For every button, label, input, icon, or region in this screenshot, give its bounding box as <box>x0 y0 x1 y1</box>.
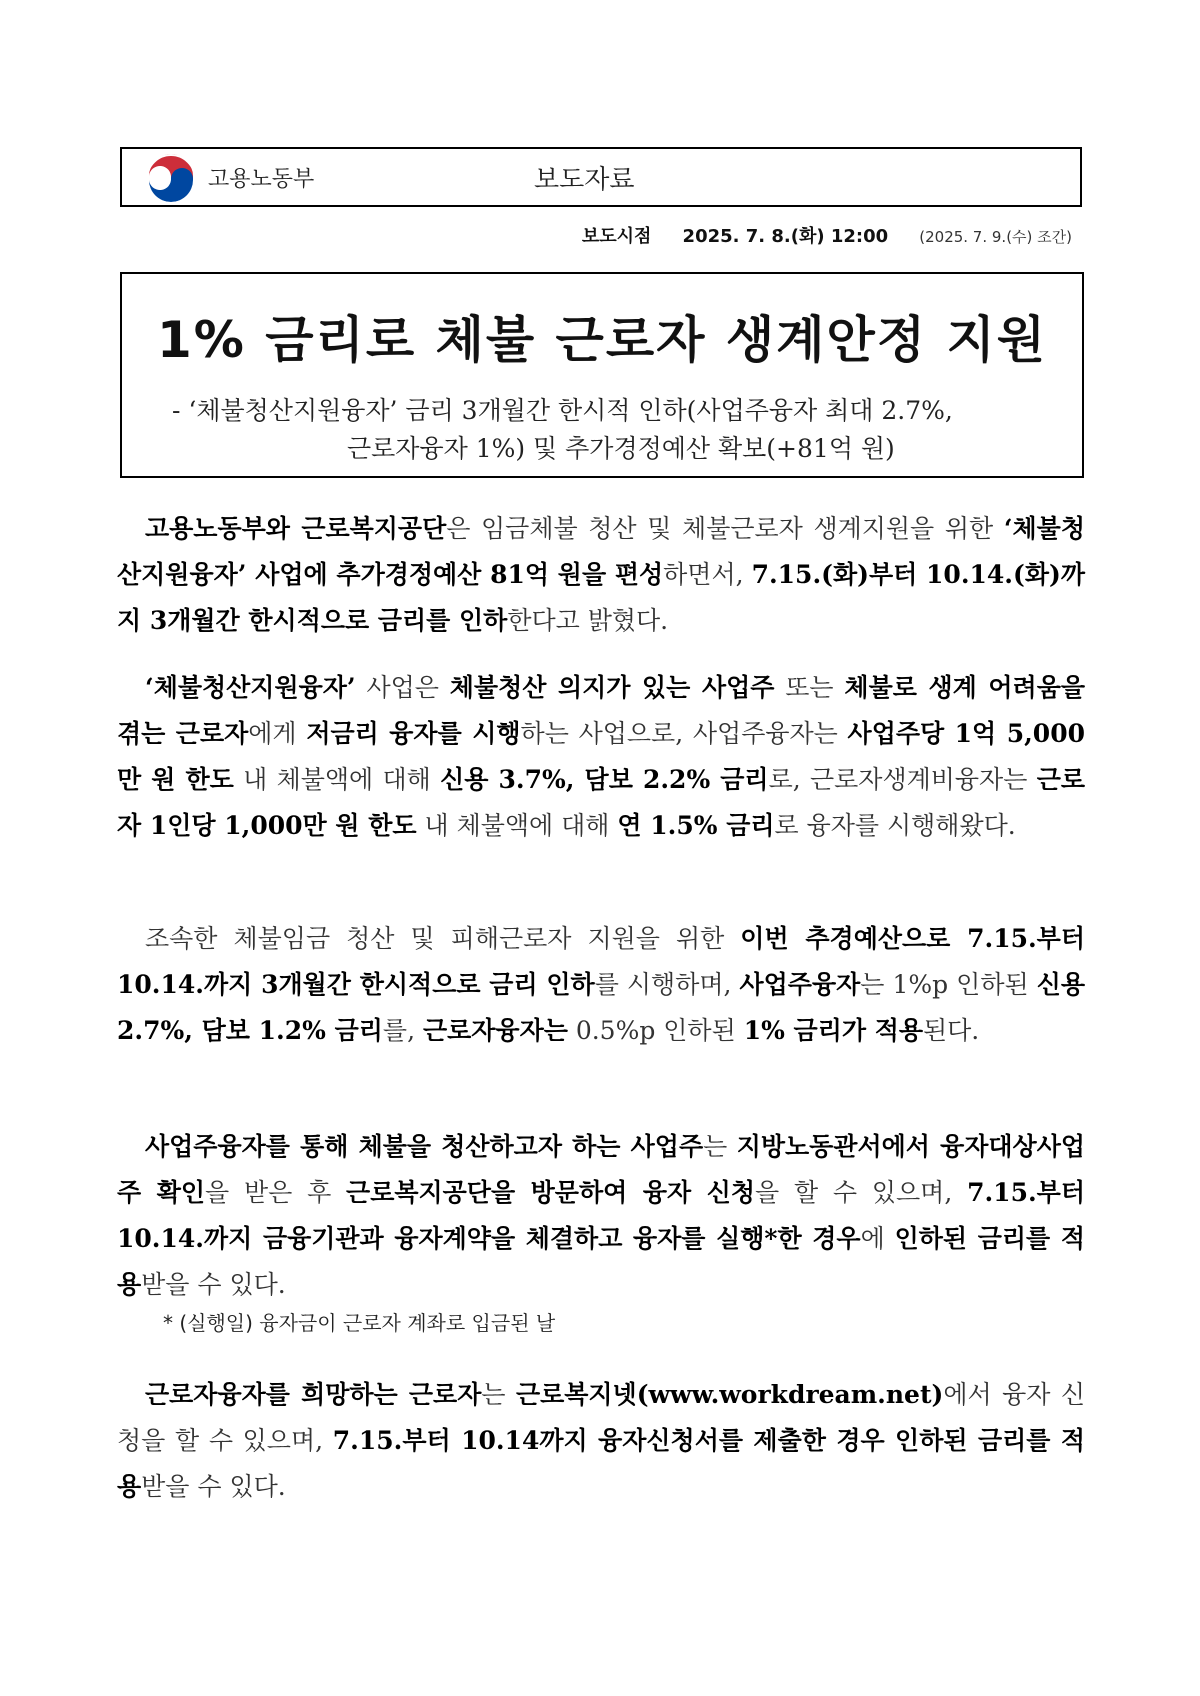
emphasis-text: 7.15.부터 10.14까지 융자신청서를 제출한 경우 인하된 금리를 적용 <box>117 1426 1085 1501</box>
body-text: 에 <box>860 1224 895 1253</box>
emphasis-text: 근로복지넷(www.workdream.net) <box>515 1380 944 1409</box>
emphasis-text: 신용 3.7%, 담보 2.2% 금리 <box>440 765 769 794</box>
body-text: 로, 근로자생계비융자는 <box>768 765 1037 794</box>
masthead-box <box>120 147 1082 207</box>
body-paragraph-3 <box>117 916 1085 1054</box>
emphasis-text: 근로자 1인당 1,000만 원 한도 <box>117 765 1085 840</box>
body-text: 내 체불액에 대해 <box>233 765 441 794</box>
body-text: 조속한 체불임금 청산 및 피해근로자 지원을 위한 <box>145 924 741 953</box>
emphasis-text: 근로복지공단을 방문하여 융자 신청 <box>346 1178 755 1207</box>
release-embargo: (2025. 7. 9.(수) 조간) <box>919 228 1072 246</box>
emphasis-text: 체불로 생계 어려움을 겪는 근로자 <box>117 673 1085 748</box>
body-text: 는 <box>481 1380 516 1409</box>
emphasis-text: 사업주당 1억 5,000만 원 한도 <box>117 719 1085 794</box>
emphasis-text: 연 1.5% 금리 <box>617 811 775 840</box>
body-text: 하면서, <box>663 560 752 589</box>
body-paragraph-2 <box>117 665 1085 849</box>
body-text: 사업은 <box>355 673 450 702</box>
emphasis-text: 저금리 융자를 시행 <box>306 719 521 748</box>
body-text: 된다. <box>923 1016 980 1045</box>
body-text: 을 할 수 있으며, <box>755 1178 968 1207</box>
subtitle-line-2: 근로자융자 1%) 및 추가경정예산 확보(+81억 원) <box>347 434 895 463</box>
subtitle <box>172 392 1052 468</box>
body-text: 로 융자를 시행해왔다. <box>774 811 1016 840</box>
emphasis-text: 7.15.부터 10.14.까지 금융기관과 융자계약을 체결하고 융자를 실행*한 경우 <box>117 1178 1085 1253</box>
body-text: 은 임금체불 청산 및 체불근로자 생계지원을 위한 <box>446 514 1004 543</box>
body-text: 받을 수 있다. <box>141 1472 286 1501</box>
body-text: 또는 <box>774 673 845 702</box>
body-text: 를 시행하며, <box>594 970 740 999</box>
emphasis-text: 근로자융자는 <box>422 1016 568 1045</box>
body-text: 하는 사업으로, 사업주융자는 <box>520 719 848 748</box>
body-text: 한다고 밝혔다. <box>507 606 669 635</box>
emphasis-text: 근로자융자를 희망하는 근로자 <box>145 1380 482 1409</box>
emphasis-text: 1% 금리가 적용 <box>743 1016 923 1045</box>
emphasis-text: ‘체불청산지원융자’ <box>145 673 356 702</box>
body-text: 를, <box>382 1016 423 1045</box>
emphasis-text: 지방노동관서에서 융자대상사업주 확인 <box>117 1132 1085 1207</box>
ministry-name: 고용노동부 <box>208 167 315 192</box>
document-type: 보도자료 <box>534 165 635 195</box>
emphasis-text: 7.15.(화)부터 10.14.(화)까지 3개월간 한시적으로 금리를 인하 <box>117 560 1085 635</box>
title-box <box>120 272 1084 478</box>
emphasis-text: 인하된 금리를 적용 <box>117 1224 1085 1299</box>
emphasis-text: 고용노동부와 근로복지공단 <box>145 514 447 543</box>
body-text: 0.5%p 인하된 <box>567 1016 744 1045</box>
page-title: 1% 금리로 체불 근로자 생계안정 지원 <box>156 311 1048 369</box>
emphasis-text: 체불청산 의지가 있는 사업주 <box>449 673 775 702</box>
body-text: 에서 융자 신청을 할 수 있으며, <box>117 1380 1085 1455</box>
emphasis-text: 이번 추경예산으로 7.15.부터 10.14.까지 3개월간 한시적으로 금리 인하 <box>117 924 1085 999</box>
emphasis-text: 신용 2.7%, 담보 1.2% 금리 <box>117 970 1085 1045</box>
body-paragraph-5 <box>117 1372 1085 1510</box>
footnote: * (실행일) 융자금이 근로자 계좌로 입금된 날 <box>163 1311 556 1335</box>
release-date: 2025. 7. 8.(화) 12:00 <box>682 226 889 247</box>
release-info <box>582 222 1072 248</box>
body-text: 는 <box>703 1132 737 1161</box>
body-text: 내 체불액에 대해 <box>416 811 618 840</box>
emphasis-text: 사업주융자 <box>739 970 861 999</box>
emphasis-text: 사업주융자를 통해 체불을 청산하고자 하는 사업주 <box>145 1132 704 1161</box>
government-taegeuk-logo-icon <box>146 154 196 204</box>
body-paragraph-1 <box>117 506 1085 644</box>
body-text: 에게 <box>248 719 307 748</box>
body-text: 는 1%p 인하된 <box>860 970 1037 999</box>
body-text: 받을 수 있다. <box>141 1270 286 1299</box>
body-text: 을 받은 후 <box>205 1178 347 1207</box>
release-label: 보도시점 <box>581 226 652 247</box>
emphasis-text: ‘체불청산지원융자’ 사업에 추가경정예산 81억 원을 편성 <box>117 514 1085 589</box>
subtitle-line-1: - ‘체불청산지원융자’ 금리 3개월간 한시적 인하(사업주융자 최대 2.7%, <box>172 396 953 425</box>
body-paragraph-4 <box>117 1124 1085 1308</box>
